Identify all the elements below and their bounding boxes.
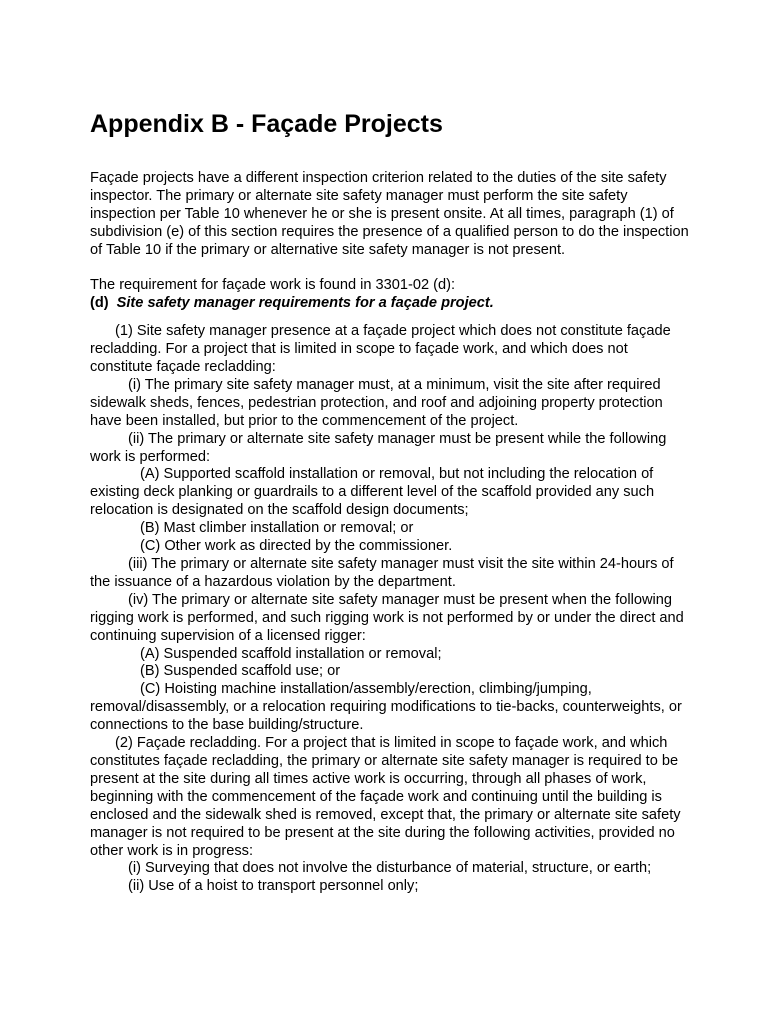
clause-1-ii: (ii) The primary or alternate site safety manager must be present while the following work is performed: <box>90 430 667 465</box>
clause-1-ii-b: (B) Mast climber installation or removal; or <box>140 520 414 537</box>
intro-paragraph: Façade projects have a different inspection criterion related to the duties of the site safety inspector. The primary or alternate site safety manager must perform the site safety inspection per Table 10 whenever he or she is present onsite. At all times, paragraph (1) of subdivision (e) of this section requires the presence of a qualified person to do the inspection of Table 10 if the primary or alternative site safety manager is not present. <box>90 170 689 258</box>
requirement-line: The requirement for façade work is found in 3301-02 (d): <box>90 277 456 294</box>
clause-1-ii-c: (C) Other work as directed by the commissioner. <box>140 538 453 555</box>
clause-1-iv-a: (A) Suspended scaffold installation or removal; <box>140 645 442 662</box>
clause-1-iii: (iii) The primary or alternate site safety manager must visit the site within 24-hours of the issuance of a hazardous violation by the department. <box>90 556 674 590</box>
clause-1-ii-a: (A) Supported scaffold installation or removal, but not including the relocation of existing deck planking or guardrails to a different level of the scaffold provided any such relocation is designated on the scaffold design documents; <box>90 466 655 519</box>
clause-1-iv: (iv) The primary or alternate site safety manager must be present when the following rigging work is performed, and such rigging work is not performed by or under the direct and continuing supervision of a licensed rigger: <box>90 591 684 644</box>
clause-1-iv-b: (B) Suspended scaffold use; or <box>140 663 341 680</box>
page-title: Appendix B - Façade Projects <box>90 110 443 138</box>
clause-1: (1) Site safety manager presence at a façade project which does not constitute façade recladding. For a project that is limited in scope to façade work, and which does not constitute façade recladding: <box>90 323 671 376</box>
document-page <box>90 108 690 896</box>
clause-1-i: (i) The primary site safety manager must, at a minimum, visit the site after required sidewalk sheds, fences, pedestrian protection, and roof and adjoining property protection have been installed, but prior to the commencement of the project. <box>90 376 663 429</box>
clauses-list <box>90 323 690 896</box>
section-d-heading <box>90 295 690 313</box>
section-d-label: (d) <box>90 295 109 312</box>
clause-1-iv-c: (C) Hoisting machine installation/assembly/erection, climbing/jumping, removal/disassembly, or a relocation requiring modifications to tie-backs, counterweights, or connections to the base building/structure. <box>90 681 682 734</box>
clause-2-ii: (ii) Use of a hoist to transport personnel only; <box>128 878 419 895</box>
clause-2: (2) Façade recladding. For a project that is limited in scope to façade work, and which constitutes façade recladding, the primary or alternate site safety manager is required to be present at the site during all times active work is occurring, through all phases of work, beginning with the commencement of the façade work and continuing until the building is enclosed and the sidewalk shed is removed, except that, the primary or alternate site safety manager is not required to be present at the site during the following activities, provided no other work is in progress: <box>90 735 681 859</box>
clause-2-i: (i) Surveying that does not involve the disturbance of material, structure, or earth; <box>128 860 652 877</box>
section-d-title: Site safety manager requirements for a façade project. <box>116 295 494 312</box>
